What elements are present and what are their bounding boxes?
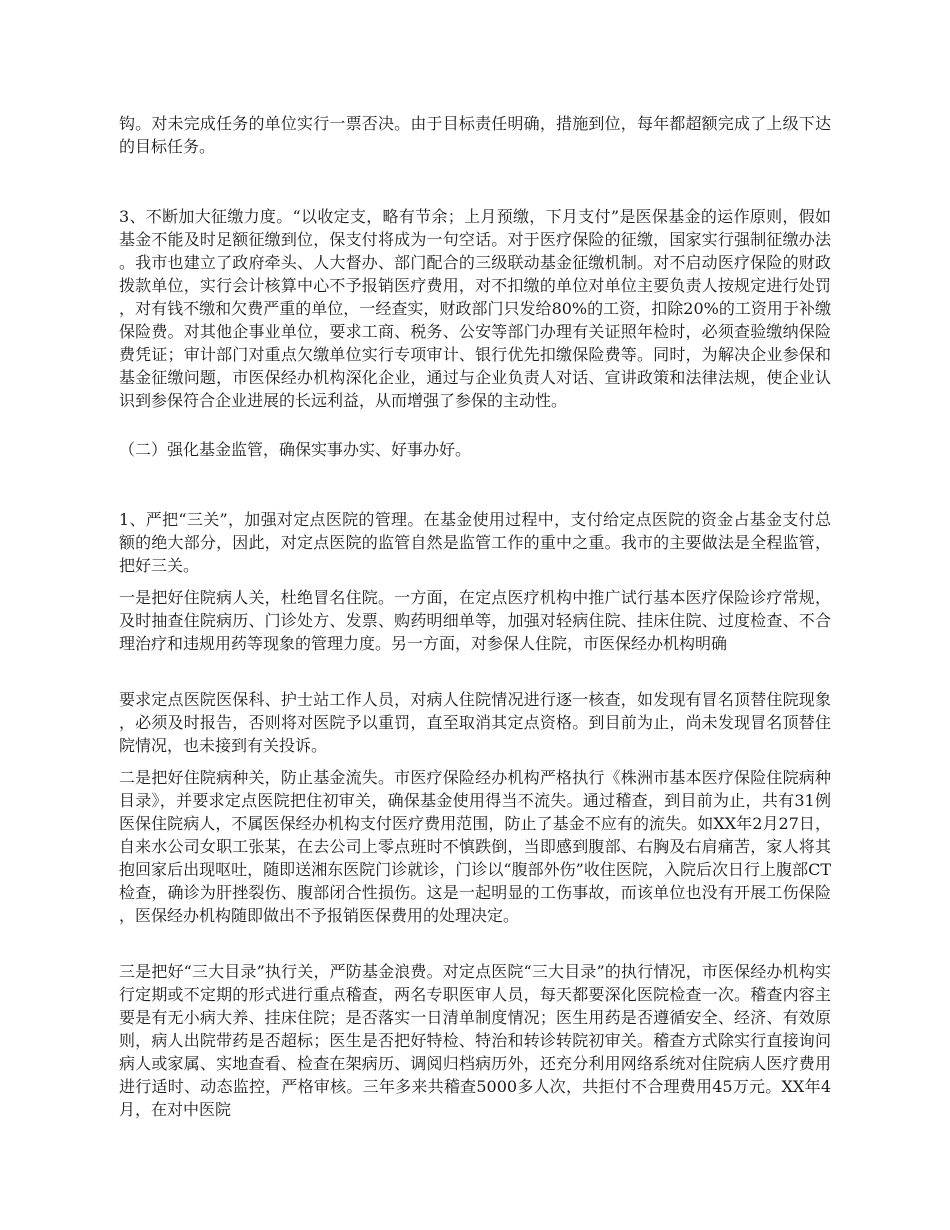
- section-heading-fund-supervision: （二）强化基金监管，确保实事办实、好事办好。: [119, 440, 472, 459]
- paragraph-three-checkpoints: 1、严把“三关”，加强对定点医院的管理。在基金使用过程中，支付给定点医院的资金占基金支付总额的绝大部分，因此，对定点医院的监管自然是监管工作的重中之重。我市的主要做法是全程监管，把好三关。: [119, 510, 831, 575]
- paragraph-target-completion: 钩。对未完成任务的单位实行一票否决。由于目标责任明确，措施到位，每年都超额完成了上级下达的目标任务。: [119, 114, 831, 156]
- paragraph-three-catalogs-check: 三是把好“三大目录”执行关，严防基金浪费。对定点医院“三大目录”的执行情况，市医保经办机构实行定期或不定期的形式进行重点稽查，两名专职医审人员，每天都要深化医院检查一次。稽查内容主要是有无小病大养、挂床住院；是否落实一日清单制度情况；医生用药是否遵循安全、经济、有效原则，病人出院带药是否超标；医生是否把好特检、特治和转诊转院初审关。稽查方式除实行直接询问病人或家属、实地查看、检查在架病历、调阅归档病历外，还充分利用网络系统对住院病人医疗费用进行适时、动态监控，严格审核。三年多来共稽查5000多人次，共拒付不合理费用45万元。XX年4月，在对中医院: [119, 962, 831, 1119]
- paragraph-inpatient-check: 一是把好住院病人关，杜绝冒名住院。一方面，在定点医疗机构中推广试行基本医疗保险诊疗常规，及时抽查住院病历、门诊处方、发票、购药明细单等，加强对轻病住院、挂床住院、过度检查、不合理治疗和违规用药等现象的管理力度。另一方面，对参保人住院，市医保经办机构明确: [119, 588, 831, 653]
- paragraph-hospital-verification: 要求定点医院医保科、护士站工作人员，对病人住院情况进行逐一核查，如发现有冒名顶替住院现象，必须及时报告，否则将对医院予以重罚，直至取消其定点资格。到目前为止，尚未发现冒名顶替住院情况，也未接到有关投诉。: [119, 690, 831, 755]
- paragraph-collection-efforts: 3、不断加大征缴力度。“以收定支，略有节余；上月预缴，下月支付”是医保基金的运作原则，假如基金不能及时足额征缴到位，保支付将成为一句空话。对于医疗保险的征缴，国家实行强制征缴办法。我市也建立了政府牵头、人大督办、部门配合的三级联动基金征缴机制。对不启动医疗保险的财政拨款单位，实行会计核算中心不予报销医疗费用，对不扣缴的单位对单位主要负责人按规定进行处罚，对有钱不缴和欠费严重的单位，一经查实，财政部门只发给80%的工资，扣除20%的工资用于补缴保险费。对其他企事业单位，要求工商、税务、公安等部门办理有关证照年检时，必须查验缴纳保险费凭证；审计部门对重点欠缴单位实行专项审计、银行优先扣缴保险费等。同时，为解决企业参保和基金征缴问题，市医保经办机构深化企业，通过与企业负责人对话、宣讲政策和法律法规，使企业认识到参保符合企业进展的长远利益，从而增强了参保的主动性。: [119, 207, 831, 410]
- paragraph-disease-type-check: 二是把好住院病种关，防止基金流失。市医疗保险经办机构严格执行《株洲市基本医疗保险住院病种目录》，并要求定点医院把住初审关，确保基金使用得当不流失。通过稽查，到目前为止，共有31例医保住院病人，不属医保经办机构支付医疗费用范围，防止了基金不应有的流失。如XX年2月27日，自来水公司女职工张某，在去公司上零点班时不慎跌倒，当即感到腹部、右胸及右肩痛苦，家人将其抱回家后出现呕吐，随即送湘东医院门诊就诊，门诊以“腹部外伤”收住医院，入院后次日行上腹部CT检查，确诊为肝挫裂伤、腹部闭合性损伤。这是一起明显的工伤事故，而该单位也没有开展工伤保险，医保经办机构随即做出不予报销医保费用的处理决定。: [119, 768, 831, 925]
